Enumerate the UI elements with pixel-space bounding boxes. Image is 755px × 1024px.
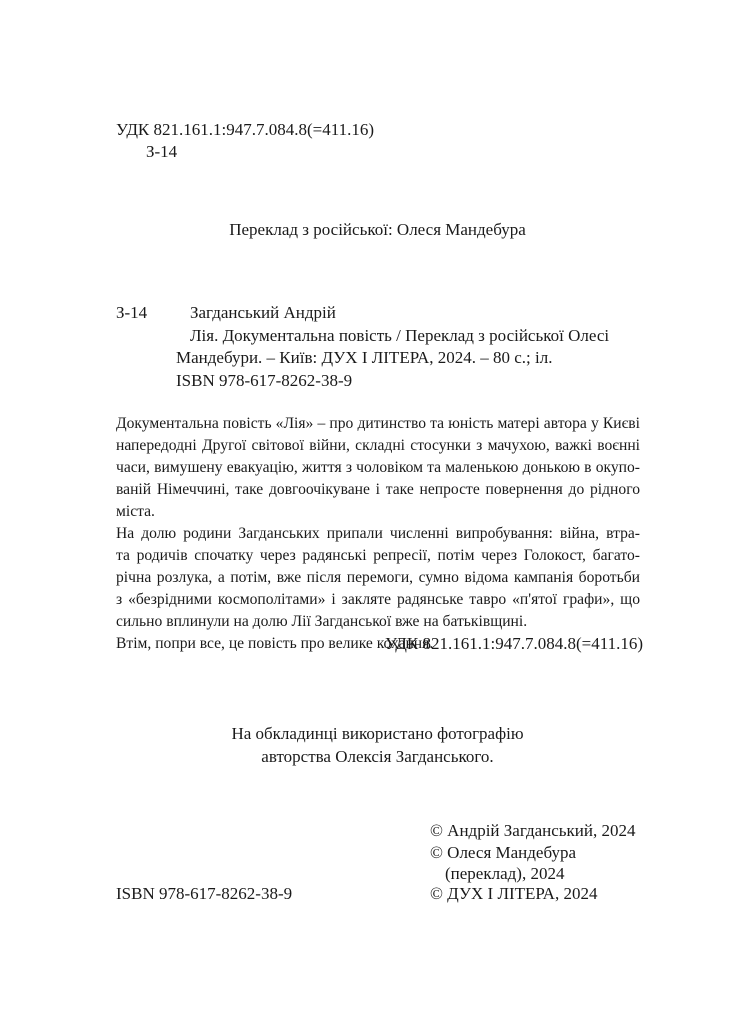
- annotation-udk: УДК 821.161.1:947.7.084.8(=411.16): [384, 634, 643, 653]
- copyright-author: © Андрій Загданський, 2024: [430, 821, 636, 840]
- catalog-author: Загданський Андрій: [190, 303, 336, 322]
- annotation-line: ваній Німеччині, таке довгоочікуване і таке непросте повернення до рідного: [116, 481, 640, 498]
- udk-code: УДК 821.161.1:947.7.084.8(=411.16): [116, 120, 375, 139]
- annotation-line: На долю родини Загданських припали численні випробування: війна, втра-: [116, 525, 640, 542]
- annotation-line: напередодні Другої світової війни, складні стосунки з мачухою, важкі воєнні: [116, 437, 640, 454]
- translation-note: Переклад з російської: Олеся Мандебура: [229, 220, 526, 239]
- catalog-description-line: Мандебури. – Київ: ДУХ І ЛІТЕРА, 2024. – 80 с.; іл.: [176, 348, 553, 367]
- copyright-publisher: © ДУХ І ЛІТЕРА, 2024: [430, 884, 598, 903]
- copyright-translator: © Олеся Мандебура: [430, 843, 577, 862]
- author-mark: З-14: [146, 142, 178, 161]
- cover-note-line: На обкладинці використано фотографію: [231, 724, 524, 743]
- catalog-isbn: ISBN 978-617-8262-38-9: [176, 371, 353, 390]
- annotation-line: річна розлука, а потім, вже після перемоги, сумно відома кампанія боротьби: [116, 569, 640, 586]
- annotation-line: Документальна повість «Лія» – про дитинство та юність матері автора у Києві: [116, 415, 640, 432]
- copyright-translator-note: (переклад), 2024: [445, 864, 565, 883]
- annotation-line: Втім, попри все, це повість про велике кохання.: [116, 635, 434, 652]
- annotation-line: міста.: [116, 503, 155, 520]
- isbn: ISBN 978-617-8262-38-9: [116, 884, 293, 903]
- annotation-line: часи, вимушену евакуацію, життя з чоловіком та маленькою донькою в окупо-: [116, 459, 640, 476]
- catalog-author-mark: З-14: [116, 303, 148, 322]
- cover-note-line: авторства Олексія Загданського.: [261, 747, 494, 766]
- annotation-line: з «безрідними космополітами» і закляте радянське тавро «п'ятої графи», що: [116, 591, 640, 608]
- annotation-line: та родичів спочатку через радянські репресії, потім через Голокост, багато-: [116, 547, 640, 564]
- annotation-line: сильно вплинули на долю Лії Загданської вже на батьківщині.: [116, 613, 528, 630]
- catalog-description-line: Лія. Документальна повість / Переклад з російської Олесі: [190, 326, 610, 345]
